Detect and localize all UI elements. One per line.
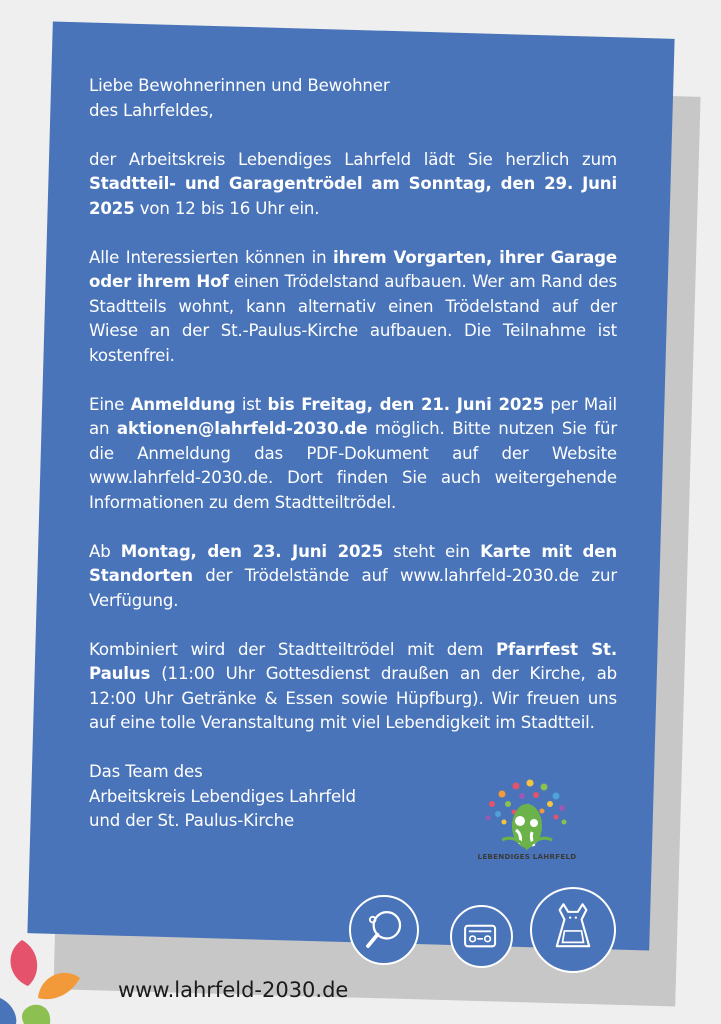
text: ist [235, 394, 268, 414]
table-tennis-icon [349, 895, 419, 965]
registration-highlight: Anmeldung [130, 394, 236, 414]
signature-line-2: Arbeitskreis Lebendiges Lahrfeld [89, 786, 356, 806]
text: Kombiniert wird der Stadtteiltrödel mit dem [89, 639, 497, 659]
text: möglich. Bitte nutzen Sie für die Anmeldung das PDF-Dokument auf der Website www.lahrfeld-2030.de. Dort finden Sie auch weitergehende Informationen zu dem Stadtteiltrödel. [89, 419, 617, 512]
radio-icon [450, 905, 513, 968]
text: der Trödelstände auf www.lahrfeld-2030.de zur Verfügung. [89, 566, 617, 610]
logo-caption: LEBENDIGES LAHRFELD [477, 852, 577, 861]
paragraph-map [89, 540, 617, 614]
paragraph-invitation [89, 148, 617, 222]
text: Eine [89, 394, 131, 414]
map-highlight: Karte mit den Standorten [89, 541, 617, 585]
footer-website-link[interactable]: www.lahrfeld-2030.de [118, 978, 349, 1002]
signature-line-1: Das Team des [89, 762, 203, 781]
flower-decoration-icon [0, 930, 110, 1024]
text: Ab [89, 541, 121, 561]
location-highlight: ihrem Vorgarten, ihrer Garage oder ihrem Hof [89, 247, 617, 291]
signature-line-3: und der St. Paulus-Kirche [89, 811, 295, 830]
greeting [89, 74, 617, 123]
date-highlight: Montag, den 23. Juni 2025 [120, 541, 384, 561]
paragraph-participation [89, 246, 617, 369]
greeting-line-1: Liebe Bewohnerinnen und Bewohner [89, 76, 390, 95]
pfarrfest-highlight: Pfarrfest St. Paulus [89, 639, 617, 683]
letter-body [89, 74, 617, 858]
event-highlight: Stadtteil- und Garagentrödel am Sonntag, den 29. Juni 2025 [89, 174, 617, 218]
text: (11:00 Uhr Gottesdienst draußen an der Kirche, ab 12:00 Uhr Getränke & Essen sowie Hüpfburg). Wir freuen uns auf eine tolle Veranstaltung mit viel Lebendigkeit im Stadtteil. [89, 664, 617, 732]
greeting-line-2: des Lahrfeldes, [89, 100, 214, 120]
text: steht ein [383, 541, 481, 561]
deadline-highlight: bis Freitag, den 21. Juni 2025 [267, 394, 545, 414]
email-link[interactable]: aktionen@lahrfeld-2030.de [116, 419, 368, 438]
text: per Mail an [89, 394, 617, 438]
text: von 12 bis 16 Uhr ein. [134, 198, 320, 218]
text: der Arbeitskreis Lebendiges Lahrfeld lädt Sie herzlich zum [89, 149, 617, 169]
text: einen Trödelstand aufbauen. Wer am Rand des Stadtteils wohnt, kann alternativ einen Trödelstand auf der Wiese an der St.-Paulus-Kirche aufbauen. Die Teilnahme ist kostenfrei. [89, 272, 617, 365]
paragraph-pfarrfest [89, 638, 617, 736]
dress-icon [530, 887, 616, 973]
text: Alle Interessierten können in [89, 247, 334, 267]
paragraph-registration [89, 393, 617, 516]
